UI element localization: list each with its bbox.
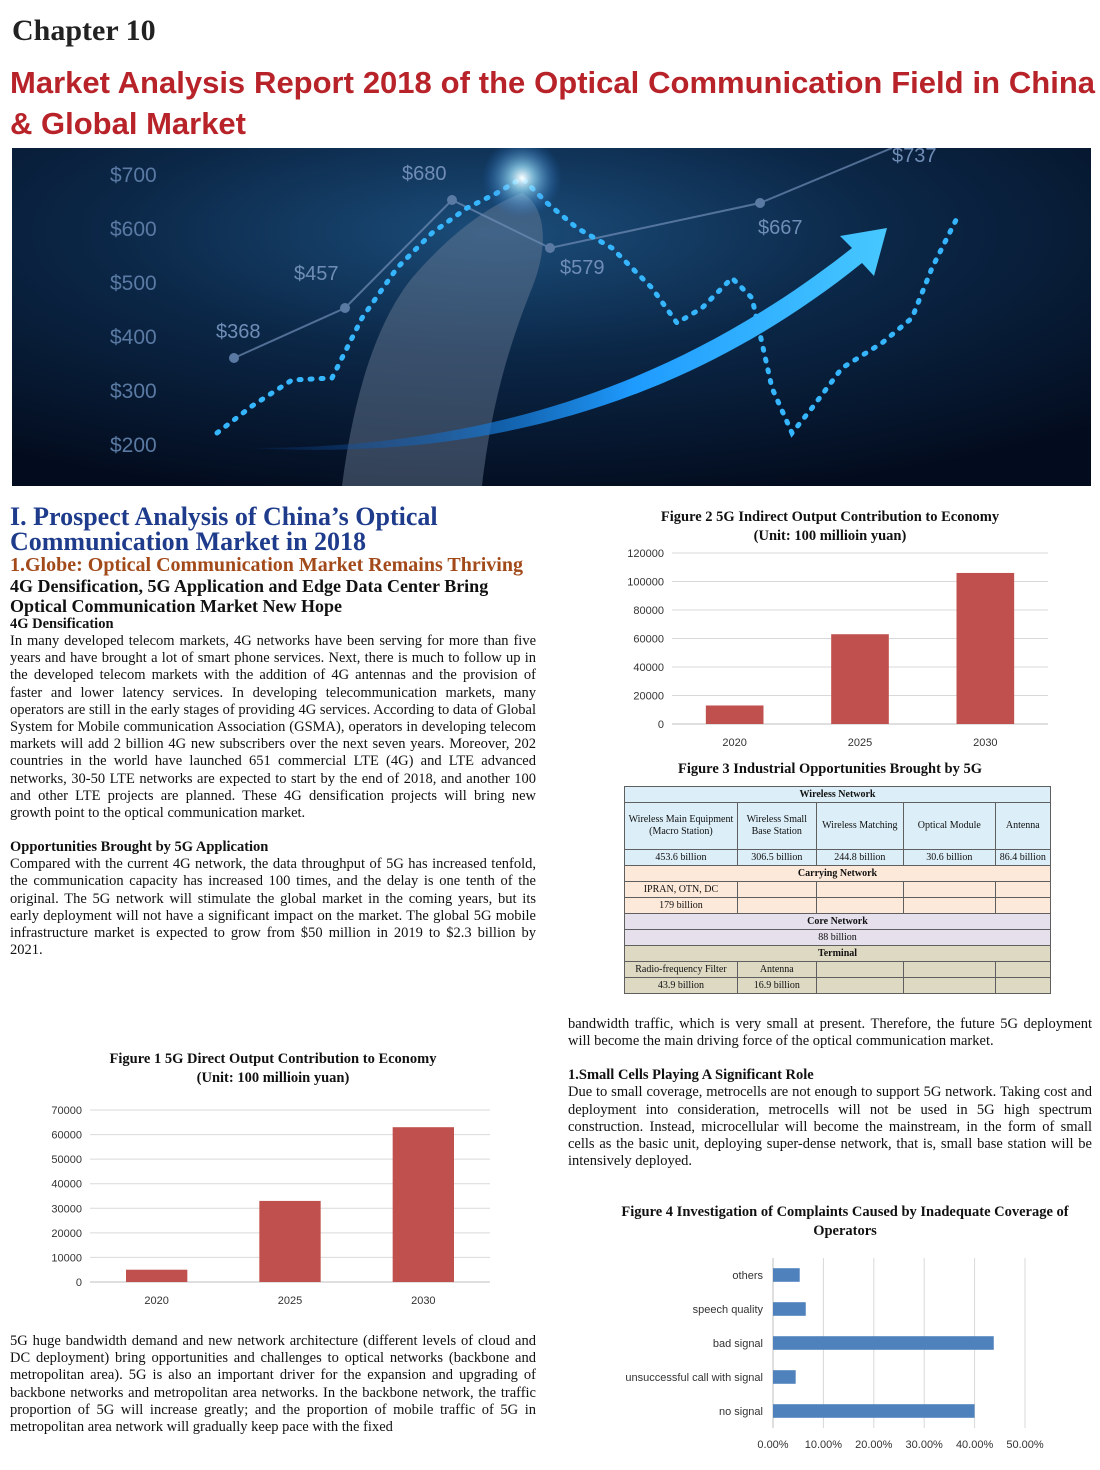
table-cell: 306.5 billion — [737, 850, 816, 866]
figure-caption — [10, 1050, 536, 1088]
x-tick-label: 2025 — [277, 1295, 303, 1307]
table-cell: Wireless Small Base Station — [737, 803, 816, 850]
y-tick-label: 120000 — [627, 548, 664, 560]
bar — [831, 634, 889, 724]
bar — [126, 1270, 187, 1282]
banner-image — [12, 148, 1091, 486]
table-cell: Radio-frequency Filter — [625, 962, 738, 978]
paragraph-heading: 1.Small Cells Playing A Significant Role — [568, 1067, 814, 1084]
figure-title: Figure 4 Investigation of Complaints Caused by Inadequate Coverage of Operators — [621, 1204, 1069, 1239]
table-cell: 86.4 billion — [995, 850, 1050, 866]
table-section-header: Core Network — [625, 914, 1051, 930]
paragraph-block — [568, 1016, 1092, 1170]
y-tick-label: 0 — [75, 1277, 82, 1289]
x-tick-label: 40.00% — [955, 1439, 994, 1451]
subsection-title: 4G Densification, 5G Application and Edge Data Center Bring Optical Communication Market New Hope — [10, 576, 489, 616]
section-title: I. Prospect Analysis of China’s Optical Communication Market in 2018 — [10, 502, 438, 556]
paragraph: In many developed telecom markets, 4G networks have been serving for more than five years and have brought a lot of smart phone services. Next, there is much to follow up in the developed telecom markets with the addition of 4G antennas and the provision of faster and lower latency services. In developing telecommunication markets, many operators are still in the early stages of providing 4G services. According to data of Global System for Mobile communication Association (GSMA), operators in developing telecom markets will add 2 billion 4G new subscribers over the next seven years. Moreover, 202 countries in the world have launched 651 commercial LTE (4G) and LTE advanced networks, 30-50 LTE networks are expected to start by the end of 2018, and another 100 and other LTE projects are planned. These 4G densification projects will bring new growth point to the optical communication market. — [10, 633, 536, 822]
bar — [773, 1404, 975, 1418]
x-tick-label: 20.00% — [855, 1439, 893, 1451]
y-tick-label: 30000 — [51, 1203, 82, 1216]
price-label: $600 — [110, 218, 157, 241]
figure-title: Figure 1 5G Direct Output Contribution to Economy — [109, 1051, 437, 1067]
table-cell: Optical Module — [904, 803, 996, 850]
price-label: $400 — [110, 326, 157, 349]
bar — [773, 1302, 806, 1316]
y-tick-label: 40000 — [633, 662, 664, 674]
table-cell: 16.9 billion — [737, 978, 816, 994]
table-section-header: Terminal — [625, 946, 1051, 962]
x-tick-label: 10.00% — [804, 1439, 843, 1451]
value-label: $368 — [216, 321, 261, 343]
x-tick-label: 2020 — [722, 737, 747, 749]
bar — [259, 1201, 320, 1282]
table-cell: 453.6 billion — [625, 850, 738, 866]
opportunity-table — [624, 786, 1051, 994]
y-tick-label: 10000 — [51, 1252, 82, 1265]
y-tick-label: 50000 — [51, 1154, 82, 1167]
table-cell: Antenna — [737, 962, 816, 978]
figure-unit: (Unit: 100 millioin yuan) — [753, 528, 907, 544]
y-tick-label: speech quality — [692, 1304, 763, 1316]
y-tick-label: no signal — [718, 1406, 763, 1418]
x-tick-label: 2020 — [144, 1295, 169, 1307]
sub-title: 1.Globe: Optical Communication Market Remains Thriving — [10, 554, 523, 576]
y-tick-label: 0 — [657, 719, 664, 731]
y-tick-label: 20000 — [633, 690, 664, 703]
figure-title: Figure 3 Industrial Opportunities Brought by 5G — [677, 761, 983, 777]
figure-caption — [568, 508, 1092, 546]
y-tick-label: 60000 — [633, 633, 664, 646]
bar — [957, 573, 1015, 724]
paragraph-block — [10, 1333, 536, 1436]
y-tick-label: unsuccessful call with signal — [625, 1372, 763, 1384]
y-tick-label: others — [732, 1270, 763, 1282]
table-section-header: Wireless Network — [625, 787, 1051, 803]
figure-4-chart — [568, 1252, 1092, 1462]
value-label: $680 — [402, 163, 447, 185]
bar — [706, 705, 764, 724]
x-tick-label: 30.00% — [905, 1439, 943, 1451]
price-label: $700 — [110, 164, 157, 187]
paragraph-heading: Opportunities Brought by 5G Application — [10, 839, 269, 856]
x-tick-label: 2025 — [847, 737, 873, 749]
price-label: $200 — [110, 434, 157, 457]
table-cell: 43.9 billion — [625, 978, 738, 994]
table-cell: 179 billion — [625, 898, 738, 914]
table-cell: Wireless Matching — [816, 803, 903, 850]
table-cell: IPRAN, OTN, DC — [625, 882, 738, 898]
paragraph: Compared with the current 4G network, the data throughput of 5G has increased tenfold, the communication capacity has increased 100 times, and the delay is one tenth of the original. The 5G network will stimulate the global market in the coming years, but its early deployment will not have a significant impact on the market. The global 5G mobile infrastructure market is expected to grow from $50 million in 2019 to $2.3 billion by 2021. — [10, 856, 536, 959]
page-title: Market Analysis Report 2018 of the Optical Communication Field in China & Global Market — [10, 65, 1095, 141]
y-tick-label: bad signal — [712, 1338, 763, 1350]
figure-1-chart — [10, 1098, 530, 1318]
value-label: $737 — [892, 148, 937, 167]
x-tick-label: 50.00% — [1006, 1439, 1044, 1451]
table-cell: 244.8 billion — [816, 850, 903, 866]
figure-title: Figure 2 5G Indirect Output Contribution to Economy — [660, 509, 1000, 525]
paragraph-heading: 4G Densification — [10, 616, 114, 632]
paragraph: Due to small coverage, metrocells are not enough to support 5G network. Taking cost and deployment into consideration, metrocells will not be used in 5G high spectrum construction. Instead, microcellular will become the mainstream, in the form of small cells as the basic unit, deploying super-dense network, that is, small base station will be intensively deployed. — [568, 1084, 1092, 1170]
figure-2-chart — [568, 546, 1088, 756]
paragraph: 5G huge bandwidth demand and new network architecture (different levels of cloud and DC deployment) bring opportunities and challenges to optical networks (backbone and metropolitan area). 5G is also an important driver for the expansion and upgrading of backbone networks and metropolitan area networks. In the backbone network, the traffic proportion of 5G will increase greatly; and the proportion of mobile traffic of 5G in metropolitan area network will gradually keep pace with the fixed — [10, 1333, 536, 1436]
value-label: $579 — [560, 257, 605, 279]
x-tick-label: 2030 — [973, 737, 998, 749]
y-tick-label: 100000 — [627, 576, 664, 589]
bar — [773, 1336, 994, 1350]
value-label: $457 — [294, 263, 339, 285]
table-cell: Antenna — [995, 803, 1050, 850]
table-cell: 30.6 billion — [904, 850, 996, 866]
paragraph: bandwidth traffic, which is very small at present. Therefore, the future 5G deployment will become the main driving force of the optical communication market. — [568, 1016, 1092, 1050]
bar — [773, 1370, 796, 1384]
price-label: $500 — [110, 272, 157, 295]
x-tick-label: 2030 — [411, 1295, 436, 1307]
section-heading-block — [10, 504, 536, 959]
table-section-header: Carrying Network — [625, 866, 1051, 882]
y-tick-label: 60000 — [51, 1129, 82, 1142]
bar — [393, 1127, 454, 1282]
price-label: $300 — [110, 380, 157, 403]
x-tick-label: 0.00% — [757, 1439, 789, 1451]
value-label: $667 — [758, 217, 803, 239]
y-tick-label: 20000 — [51, 1227, 82, 1240]
bar — [773, 1268, 800, 1282]
table-cell: Wireless Main Equipment (Macro Station) — [625, 803, 738, 850]
y-tick-label: 80000 — [633, 605, 664, 617]
y-tick-label: 40000 — [51, 1178, 82, 1191]
y-tick-label: 70000 — [51, 1105, 82, 1117]
figure-unit: (Unit: 100 millioin yuan) — [196, 1070, 350, 1086]
chapter-label: Chapter 10 — [12, 14, 156, 47]
table-cell: 88 billion — [625, 930, 1051, 946]
